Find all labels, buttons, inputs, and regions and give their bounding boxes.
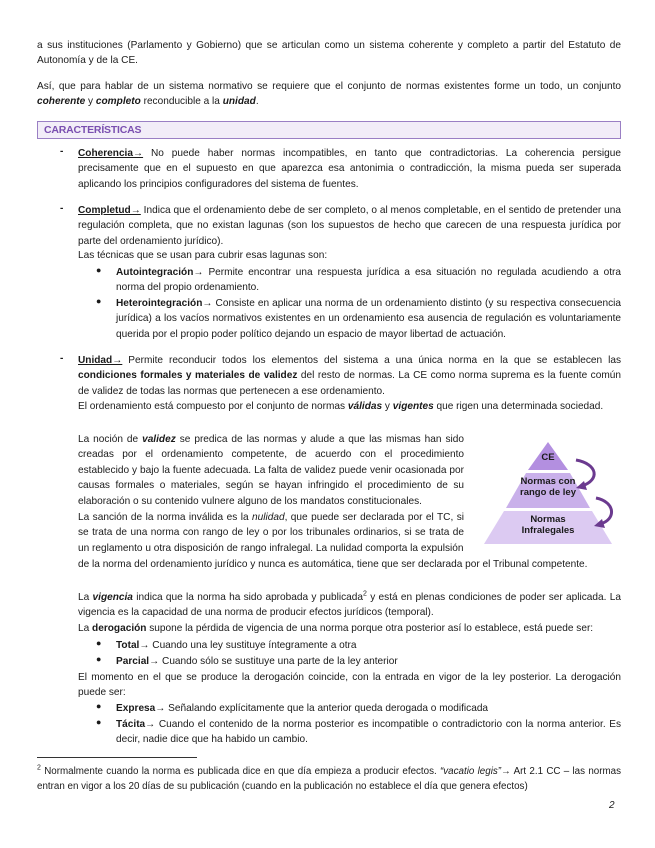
derogacion-paragraph: La derogación supone la pérdida de vigencia de una norma porque otra posterior así lo establece, está puede ser: bbox=[78, 623, 594, 634]
list-dash: - bbox=[60, 146, 64, 157]
expresa-item: Expresa→ Señalando explícitamente que la anterior queda derogada o modificada bbox=[116, 703, 489, 714]
pyramid-label-ce: CE bbox=[541, 452, 555, 463]
tacita-item: Tácita→ Cuando el contenido de la norma posterior es incompatible o contradictorio con la norma anterior. Es decir, nadie dice que ha habido un cambio. bbox=[116, 719, 621, 746]
nulidad-paragraph-part1: La sanción de la norma inválida es la nulidad, que puede ser declarada por el TC, si se trata de una norma con rango de ley o por los tribunales ordinarios, si se trata de un reglamento u otra disposición de rango infralegal. La nulidad comporta la expulsión bbox=[78, 512, 464, 554]
bullet-icon: ● bbox=[96, 638, 102, 648]
pyramid-label-infralegales: Normas Infralegales bbox=[521, 514, 575, 536]
footnote: $^2$ Normalmente cuando la norma es publicada dice en que día empieza a producir efectos. “vacatio legis”→ Art 2.1 CC – las normas entran en vigor a los 20 días de su publicación (cuando en la publicación no establece el día que genera efectos) bbox=[37, 764, 621, 793]
validez-paragraph: La noción de validez se predica de las normas y alude a que las mismas han sido creadas por el ordenamiento competente, de acuerdo con el procedimiento establecido y bajo la fuente adecuada. La falta de validez puede venir ocasionada por causas formales o materiales, según se hayan infringido el procedimiento de su elaboración o su contenido vulnere alguno de los mandatos constitucionales. bbox=[78, 434, 464, 507]
tecnicas-line: Las técnicas que se usan para cubrir esas lagunas son: bbox=[78, 250, 328, 261]
heterointegracion-item: Heterointegración→ Consiste en aplicar una norma de un ordenamiento distinto (y su respectiva consecuencia jurídica) a los vacíos normativos existentes en un ordenamiento esa ausencia de regulación es voluntariamente querida por el propio poder político dejando un espacio de mayor libertad de actuación. bbox=[116, 298, 621, 340]
autointegracion-item: Autointegración→ Permite encontrar una respuesta jurídica a esa situación no regulada acudiendo a otra norma del propio ordenamiento. bbox=[116, 267, 621, 294]
vigencia-paragraph: La vigencia indica que la norma ha sido aprobada y publicada$^2$ y está en plenas condiciones de poder ser aplicada. La vigencia es la capacidad de una norma de producir efectos jurídicos (temporal). bbox=[78, 590, 621, 619]
list-dash: - bbox=[60, 203, 64, 214]
bullet-icon: ● bbox=[96, 296, 102, 306]
completud-item: Completud→ Indica que el ordenamiento debe de ser completo, o al menos completable, en el sentido de pretender una regulación completa, que no existan lagunas (son los supuestos de hecho que carecen de una respuesta jurídica por parte del ordenamiento jurídico). bbox=[78, 205, 621, 247]
momento-paragraph: El momento en el que se produce la derogación coincide, con la entrada en vigor de la ley posterior. La derogación puede ser: bbox=[78, 672, 621, 699]
section-title: CARACTERÍSTICAS bbox=[44, 124, 142, 136]
intro-paragraph-2: Así, que para hablar de un sistema normativo se requiere que el conjunto de normas existentes forme un todo, un conjunto coherente y completo reconducible a la unidad. bbox=[37, 81, 621, 108]
nulidad-paragraph-part2: de la norma del ordenamiento jurídico y nunca es automática, tiene que ser declarada por el Tribunal competente. bbox=[78, 559, 588, 570]
bullet-icon: ● bbox=[96, 701, 102, 711]
ordenamiento-line: El ordenamiento está compuesto por el conjunto de normas válidas y vigentes que rigen una determinada sociedad. bbox=[78, 401, 604, 412]
bullet-icon: ● bbox=[96, 654, 102, 664]
parcial-item: Parcial→ Cuando sólo se sustituye una parte de la ley anterior bbox=[116, 656, 398, 667]
footnote-divider bbox=[37, 757, 197, 758]
section-header bbox=[37, 121, 621, 139]
coherencia-item: Coherencia→ No puede haber normas incompatibles, en tanto que contradictorias. La coherencia persigue precisamente que en el supuesto en que aparezca esa antonimia o contradicción, la misma pueda ser superada aplicando los principios configuradores del sistema de fuentes. bbox=[78, 148, 621, 190]
total-item: Total→ Cuando una ley sustituye íntegramente a otra bbox=[116, 640, 357, 651]
hierarchy-pyramid bbox=[470, 440, 640, 555]
pyramid-label-ley: Normas con rango de ley bbox=[520, 476, 576, 498]
page-number: 2 bbox=[609, 800, 615, 811]
list-dash: - bbox=[60, 353, 64, 364]
bullet-icon: ● bbox=[96, 717, 102, 727]
unidad-item: Unidad→ Permite reconducir todos los elementos del sistema a una única norma en la que se establecen las condiciones formales y materiales de validez del resto de normas. La CE como norma suprema es la fuente común de validez de todas las normas que pertenecen a ese ordenamiento. bbox=[78, 355, 621, 397]
bullet-icon: ● bbox=[96, 265, 102, 275]
footnote-ref: 2 bbox=[362, 590, 367, 598]
intro-paragraph-1: a sus instituciones (Parlamento y Gobierno) que se articulan como un sistema coherente y completo a partir del Estatuto de Autonomía y de la CE. bbox=[37, 40, 621, 67]
